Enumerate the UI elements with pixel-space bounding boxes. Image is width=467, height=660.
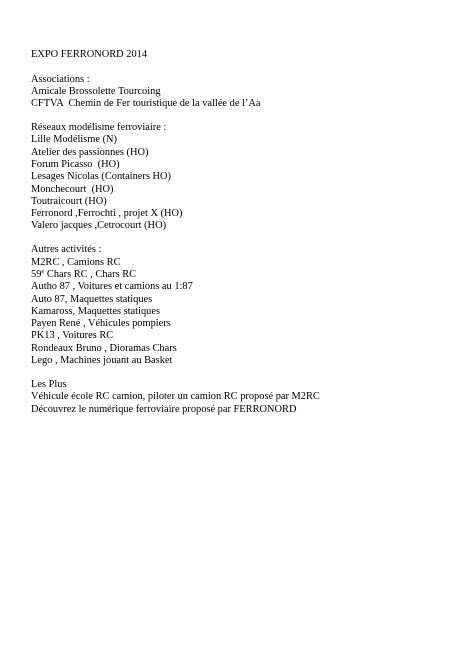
activity-item: Auto 87, Maquettes statiques: [31, 293, 153, 305]
plus-item: Véhicule école RC camion, piloter un camion RC proposé par M2RC: [31, 391, 320, 403]
document-title: EXPO FERRONORD 2014: [31, 49, 148, 60]
activity-item: Kamaross, Maquettes statiques: [31, 305, 160, 317]
reseau-item: Valero jacques ,Cetrocourt (HO): [31, 220, 167, 232]
associations-section: [31, 74, 451, 111]
activity-item: PK13 , Voitures RC: [31, 330, 114, 342]
reseau-item: Atelier des passionnes (HO): [31, 146, 149, 158]
reseau-item: Monchecourt (HO): [31, 183, 114, 195]
reseaux-heading: Réseaux modélisme ferroviaire :: [31, 122, 167, 134]
autres-heading: Autres activités :: [31, 244, 102, 256]
spacer: [31, 367, 451, 379]
plus-section: [31, 379, 451, 416]
activity-item: M2RC , Camions RC: [31, 256, 121, 268]
activity-item-chars: [31, 269, 451, 281]
chars-superscript: e: [41, 267, 45, 275]
autres-section: [31, 244, 451, 367]
spacer: [31, 110, 451, 122]
activity-item: Lego , Machines jouant au Basket: [31, 355, 173, 367]
association-item: Amicale Brossolette Tourcoing: [31, 85, 161, 97]
activity-item: Payen René , Véhicules pompiers: [31, 318, 171, 330]
spacer: [31, 61, 451, 73]
activity-item: Rondeaux Bruno , Dioramas Chars: [31, 342, 177, 354]
reseaux-section: [31, 122, 451, 233]
activity-item: Autho 87 , Voitures et camions au 1:87: [31, 281, 193, 293]
reseau-item: Forum Picasso (HO): [31, 158, 120, 170]
association-item: CFTVA Chemin de Fer touristique de la vallée de l’Aa: [31, 98, 261, 110]
chars-number: 59: [31, 268, 42, 280]
reseau-item: Lille Modélisme (N): [31, 134, 117, 146]
reseau-item: Lesages Nicolas (Containers HO): [31, 171, 171, 183]
plus-item: Découvrez le numérique ferroviaire proposé par FERRONORD: [31, 403, 297, 415]
document-page: [31, 49, 451, 416]
reseau-item: Ferronord ,Ferrochti , projet X (HO): [31, 208, 183, 220]
associations-heading: Associations :: [31, 73, 90, 85]
plus-heading: Les Plus: [31, 378, 67, 390]
chars-text: Chars RC , Chars RC: [46, 268, 137, 280]
spacer: [31, 233, 451, 245]
reseau-item: Toutraicourt (HO): [31, 195, 107, 207]
